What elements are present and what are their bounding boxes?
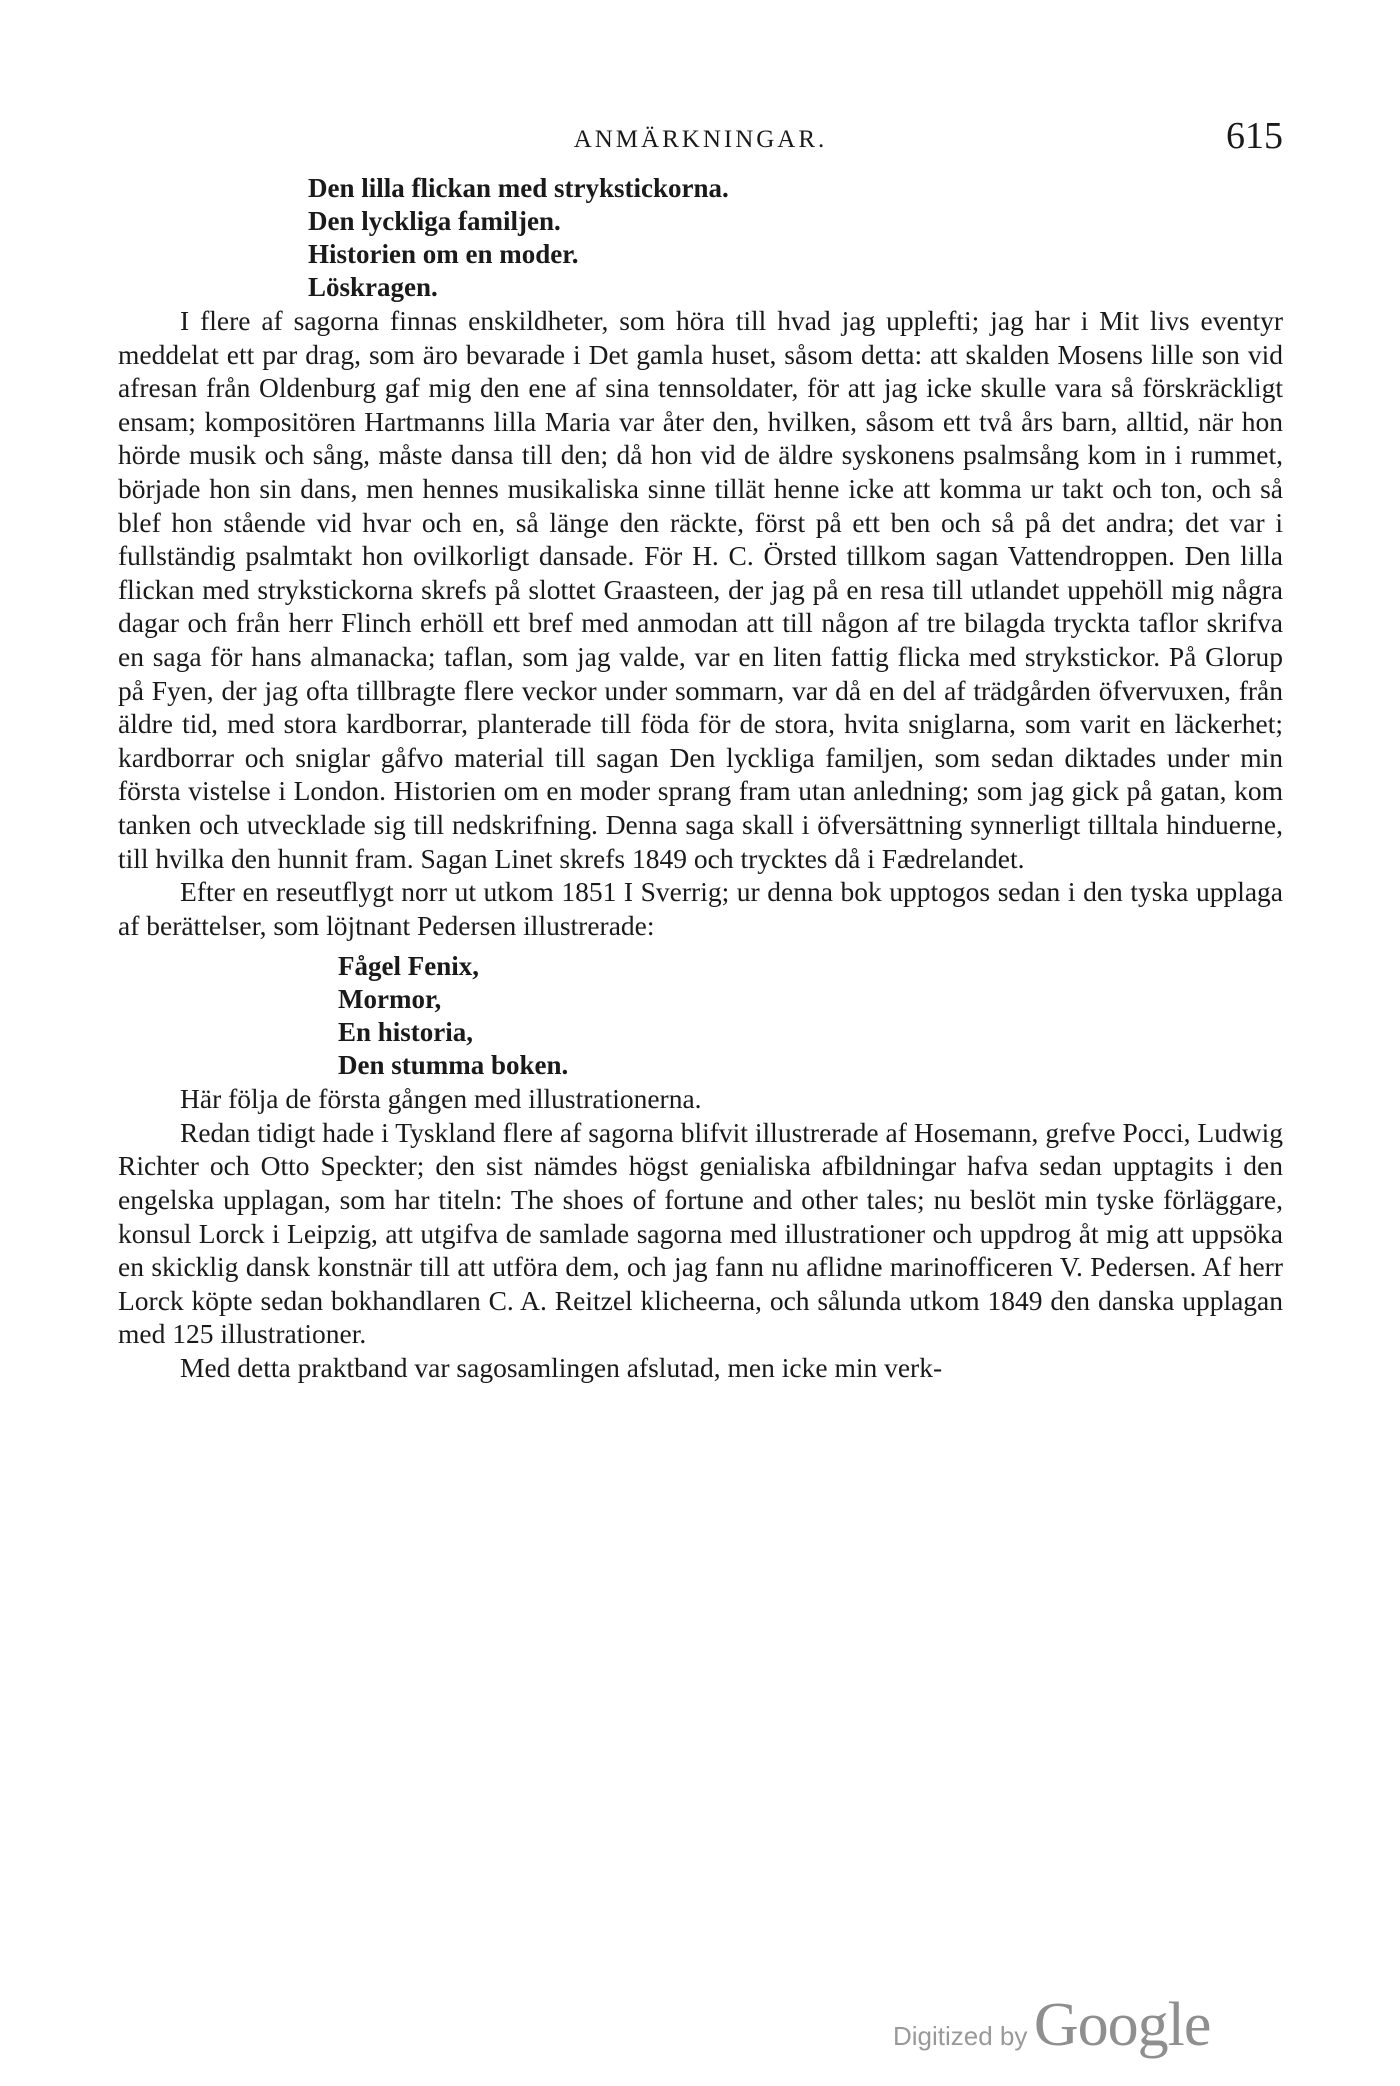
running-head: ANMÄRKNINGAR. (573, 126, 828, 153)
paragraph: Efter en reseutflygt norr ut utkom 1851 I Sverrig; ur denna bok upptogos sedan i den tyska upplaga af berättelser, som löjtnant Pedersen illustrerade: (118, 876, 1283, 941)
book-page (118, 115, 1283, 1385)
watermark-brand: Google (1033, 1991, 1211, 2059)
story-title: Mormor, (338, 984, 442, 1015)
paragraph: Redan tidigt hade i Tyskland flere af sagorna blifvit illustrerade af Hosemann, grefve Pocci, Ludwig Richter och Otto Speckter; den sist nämdes högst genialiska afbildningar hafva sedan upptagits i den engelska upplagan, som har titeln: The shoes of fortune and other tales; nu beslöt min tyske förläggare, konsul Lorck i Leipzig, att utgifva de samlade sagorna med illustrationer och uppdrog åt mig att uppsöka en skicklig dansk konstnär till att utföra dem, och jag fann nu aflidne marinofficeren V. Pedersen. Af herr Lorck köpte sedan bokhandlaren C. A. Reitzel klicheerna, och sålunda utkom 1849 den danska upplagan med 125 illustrationer. (118, 1116, 1283, 1350)
digitization-watermark (893, 1990, 1210, 2061)
story-title: Löskragen. (308, 272, 438, 302)
paragraph: Med detta praktband var sagosamlingen afslutad, men icke min verk- (180, 1352, 943, 1384)
paragraph: Här följa de första gången med illustrationerna. (180, 1083, 702, 1115)
story-title-list (118, 950, 1283, 1082)
watermark-prefix: Digitized by (893, 2021, 1028, 2051)
story-title: Den stumma boken. (338, 1050, 569, 1081)
paragraph: I flere af sagorna finnas enskildheter, som höra till hvad jag upplefti; jag har i Mit livs eventyr meddelat ett par drag, som äro bevarade i Det gamla huset, såsom detta: att skalden Mosens lille son vid afresan från Oldenburg gaf mig den ene af sina tennsoldater, för att jag icke skulle vara så förskräckligt ensam; kompositören Hartmanns lilla Maria var åter den, hvilken, såsom ett två års barn, alltid, när hon hörde musik och sång, måste dansa till den; då hon vid de äldre syskonens psalmsång kom in i rummet, började hon sin dans, men hennes musikaliska sinne tillät henne icke att komma ur takt och ton, och så blef hon stående vid hvar och en, så länge den räckte, först på ett ben och så på det andra; det var i fullständig psalmtakt hon ovilkorligt dansade. För H. C. Örsted tillkom sagan Vattendroppen. Den lilla flickan med strykstickorna skrefs på slottet Graasteen, der jag på en resa till utlandet uppehöll mig några dagar och från herr Flinch erhöll ett bref med anmodan att till någon af tre bilagda tryckta taflor skrifva en saga för hans almanacka; taflan, som jag valde, var en liten fattig flicka med strykstickor. På Glorup på Fyen, der jag ofta tillbragte flere veckor under sommarn, var då en del af trädgården öfvervuxen, från äldre tid, med stora kardborrar, planterade till föda för de stora, hvita sniglarna, som varit en läckerhet; kardborrar och sniglar gåfvo material till sagan Den lyckliga familjen, som sedan diktades under min första vistelse i London. Historien om en moder sprang fram utan anledning; som jag gick på gatan, kom tanken och utvecklade sig till nedskrifning. Denna saga skall i öfversättning synnerligt tilltala hinduerne, till hvilka den hunnit fram. Sagan Linet skrefs 1849 och trycktes då i Fædrelandet. (118, 305, 1283, 874)
story-title: Fågel Fenix, (338, 951, 479, 982)
story-title: Historien om en moder. (308, 239, 579, 269)
story-title: Den lilla flickan med strykstickorna. (308, 173, 729, 203)
story-title: Den lyckliga familjen. (308, 206, 561, 236)
story-title-list (118, 172, 1283, 304)
story-title: En historia, (338, 1017, 474, 1048)
page-number: 615 (1226, 115, 1283, 157)
page-header (118, 115, 1283, 170)
